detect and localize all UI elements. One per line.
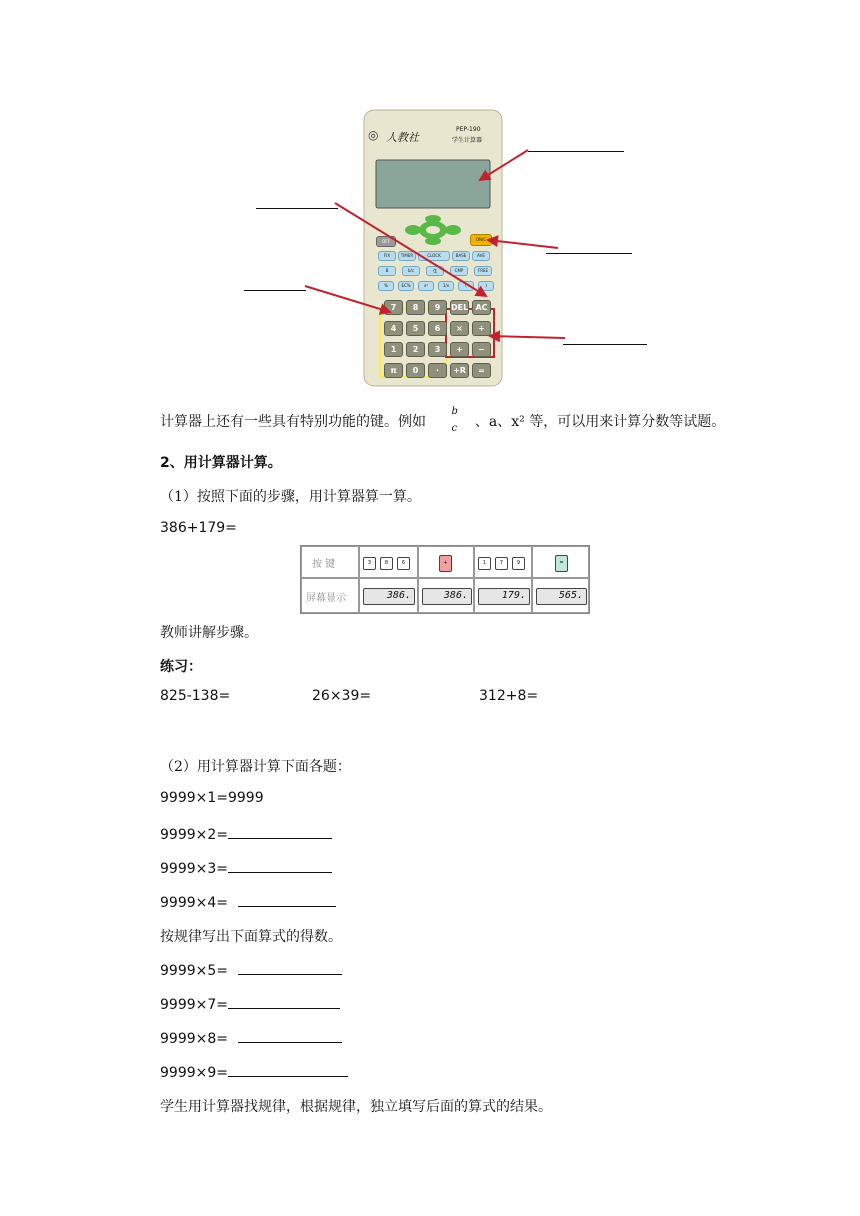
on-clear-key[interactable]: ON/C (470, 234, 492, 246)
row2-key-2[interactable]: /∑ (426, 266, 444, 276)
step-1-keys (359, 546, 418, 578)
teacher-note: 教师讲解步骤。 (160, 625, 258, 641)
question-2: （2）用计算器计算下面各题： (160, 759, 351, 775)
numpad-key-1-0[interactable]: 4 (384, 321, 403, 336)
line-9999x7-text: 9999×7= (160, 997, 228, 1013)
row3-key-2[interactable]: x² (418, 281, 434, 291)
fraction-numerator: b (451, 406, 458, 417)
step-2-keys (418, 546, 474, 578)
line-9999x5-text: 9999×5= (160, 963, 228, 979)
label-blank-number-keys (244, 290, 306, 291)
row3-key-4[interactable]: ( (458, 281, 474, 291)
label-blank-operator-keys (563, 344, 647, 345)
display-cell-1 (359, 578, 418, 613)
numpad-key-2-2[interactable]: 3 (428, 342, 447, 357)
expression-386-179: 386+179= (160, 520, 237, 536)
row2-key-4[interactable]: FREE (474, 266, 492, 276)
intro-text-before: 计算器上还有一些具有特别功能的键。例如 (160, 414, 426, 430)
label-blank-function-keys (256, 208, 338, 209)
display-565: 565. (536, 588, 587, 605)
step-3-keys (474, 546, 532, 578)
numpad-key-2-4[interactable]: − (472, 342, 491, 357)
numpad-key-1-1[interactable]: 5 (406, 321, 425, 336)
label-blank-on-key (546, 253, 632, 254)
row1-key-1[interactable]: TIMER (398, 251, 416, 261)
answer-blank-x7[interactable] (228, 994, 340, 1009)
numpad-key-1-4[interactable]: ÷ (472, 321, 491, 336)
numpad-key-0-3[interactable]: DEL (450, 300, 469, 315)
key-1: 1 (478, 557, 491, 570)
fraction-denominator: c (451, 423, 458, 434)
row3-key-3[interactable]: 1/x (438, 281, 454, 291)
answer-blank-x5[interactable] (238, 960, 342, 975)
display-cell-4 (532, 578, 589, 613)
numpad-key-1-2[interactable]: 6 (428, 321, 447, 336)
answer-blank-x4[interactable] (238, 892, 336, 907)
row2-key-0[interactable]: B (378, 266, 396, 276)
row3-key-5[interactable]: ) (478, 281, 494, 291)
answer-blank-x3[interactable] (228, 858, 332, 873)
line-9999x5 (160, 960, 342, 979)
numpad-key-3-3[interactable]: +R (450, 363, 469, 378)
line-9999x2 (160, 824, 332, 843)
practice-heading: 练习： (160, 659, 202, 675)
line-9999x9 (160, 1062, 348, 1081)
numpad-key-2-3[interactable]: + (450, 342, 469, 357)
fraction-b-over-c (430, 406, 470, 434)
row2-key-1[interactable]: b/c (402, 266, 420, 276)
display-386-b: 386. (422, 588, 472, 605)
off-key[interactable]: OFF (376, 236, 396, 247)
numpad-key-2-0[interactable]: 1 (384, 342, 403, 357)
row-label-display-cell (301, 578, 359, 613)
brand-name: 人教社 (386, 131, 419, 144)
key-plus: + (439, 555, 452, 572)
line-9999x4-text: 9999×4= (160, 895, 228, 911)
display-cell-3 (474, 578, 532, 613)
line-9999x1: 9999×1=9999 (160, 790, 264, 806)
practice-2: 26×39= (312, 688, 372, 704)
label-blank-screen (528, 151, 624, 152)
display-cell-2 (418, 578, 474, 613)
practice-3: 312+8= (479, 688, 539, 704)
line-9999x4 (160, 892, 336, 911)
model-number: PEP-190 (456, 126, 481, 133)
display-179: 179. (478, 588, 530, 605)
display-386-a: 386. (363, 588, 415, 605)
row1-key-4[interactable]: AVE (472, 251, 490, 261)
key-equals: = (555, 555, 568, 572)
key-9: 9 (512, 557, 525, 570)
line-9999x8 (160, 1028, 342, 1047)
intro-text-after: 、a、x² 等，可以用来计算分数等试题。 (474, 414, 726, 430)
numpad-key-3-2[interactable]: · (428, 363, 447, 378)
numpad-key-3-1[interactable]: 0 (406, 363, 425, 378)
calculator-subtitle: 学生计算器 (452, 137, 483, 144)
row-label-keys-cell (301, 546, 359, 578)
numpad-key-0-2[interactable]: 9 (428, 300, 447, 315)
intro-paragraph (160, 406, 726, 434)
row1-key-3[interactable]: BASE (452, 251, 470, 261)
callout-arrows (0, 0, 860, 400)
numpad-key-2-1[interactable]: 2 (406, 342, 425, 357)
key-6: 6 (397, 557, 410, 570)
numpad-key-0-0[interactable]: 7 (384, 300, 403, 315)
section-2-heading: 2、用计算器计算。 (160, 455, 282, 471)
line-9999x8-text: 9999×8= (160, 1031, 228, 1047)
brand-logo-icon: ◎ (368, 128, 379, 142)
numpad-key-0-1[interactable]: 8 (406, 300, 425, 315)
row-label-keys: 按 键 (312, 559, 336, 570)
question-1: （1）按照下面的步骤，用计算器算一算。 (160, 489, 421, 505)
line-9999x2-text: 9999×2= (160, 827, 228, 843)
steps-table (300, 545, 590, 614)
line-9999x7 (160, 994, 340, 1013)
rule-instruction: 按规律写出下面算式的得数。 (160, 929, 342, 945)
line-9999x9-text: 9999×9= (160, 1065, 228, 1081)
key-8: 8 (380, 557, 393, 570)
row-label-display: 屏幕显示 (306, 593, 346, 604)
row2-key-3[interactable]: CMP (450, 266, 468, 276)
answer-blank-x2[interactable] (228, 824, 332, 839)
ending-note: 学生用计算器找规律，根据规律，独立填写后面的算式的结果。 (160, 1099, 552, 1115)
row3-key-1[interactable]: EC% (398, 281, 414, 291)
step-4-keys (532, 546, 589, 578)
line-9999x3-text: 9999×3= (160, 861, 228, 877)
key-7: 7 (495, 557, 508, 570)
numpad-key-0-4[interactable]: AC (472, 300, 491, 315)
numpad-key-3-0[interactable]: π (384, 363, 403, 378)
numpad-key-1-3[interactable]: × (450, 321, 469, 336)
answer-blank-x9[interactable] (228, 1062, 348, 1077)
row1-key-2[interactable]: CLOCK (418, 251, 450, 261)
line-9999x3 (160, 858, 332, 877)
practice-1: 825-138= (160, 688, 231, 704)
numpad-key-3-4[interactable]: = (472, 363, 491, 378)
key-3: 3 (363, 557, 376, 570)
row1-key-0[interactable]: FIX (378, 251, 396, 261)
row3-key-0[interactable]: % (378, 281, 394, 291)
answer-blank-x8[interactable] (238, 1028, 342, 1043)
